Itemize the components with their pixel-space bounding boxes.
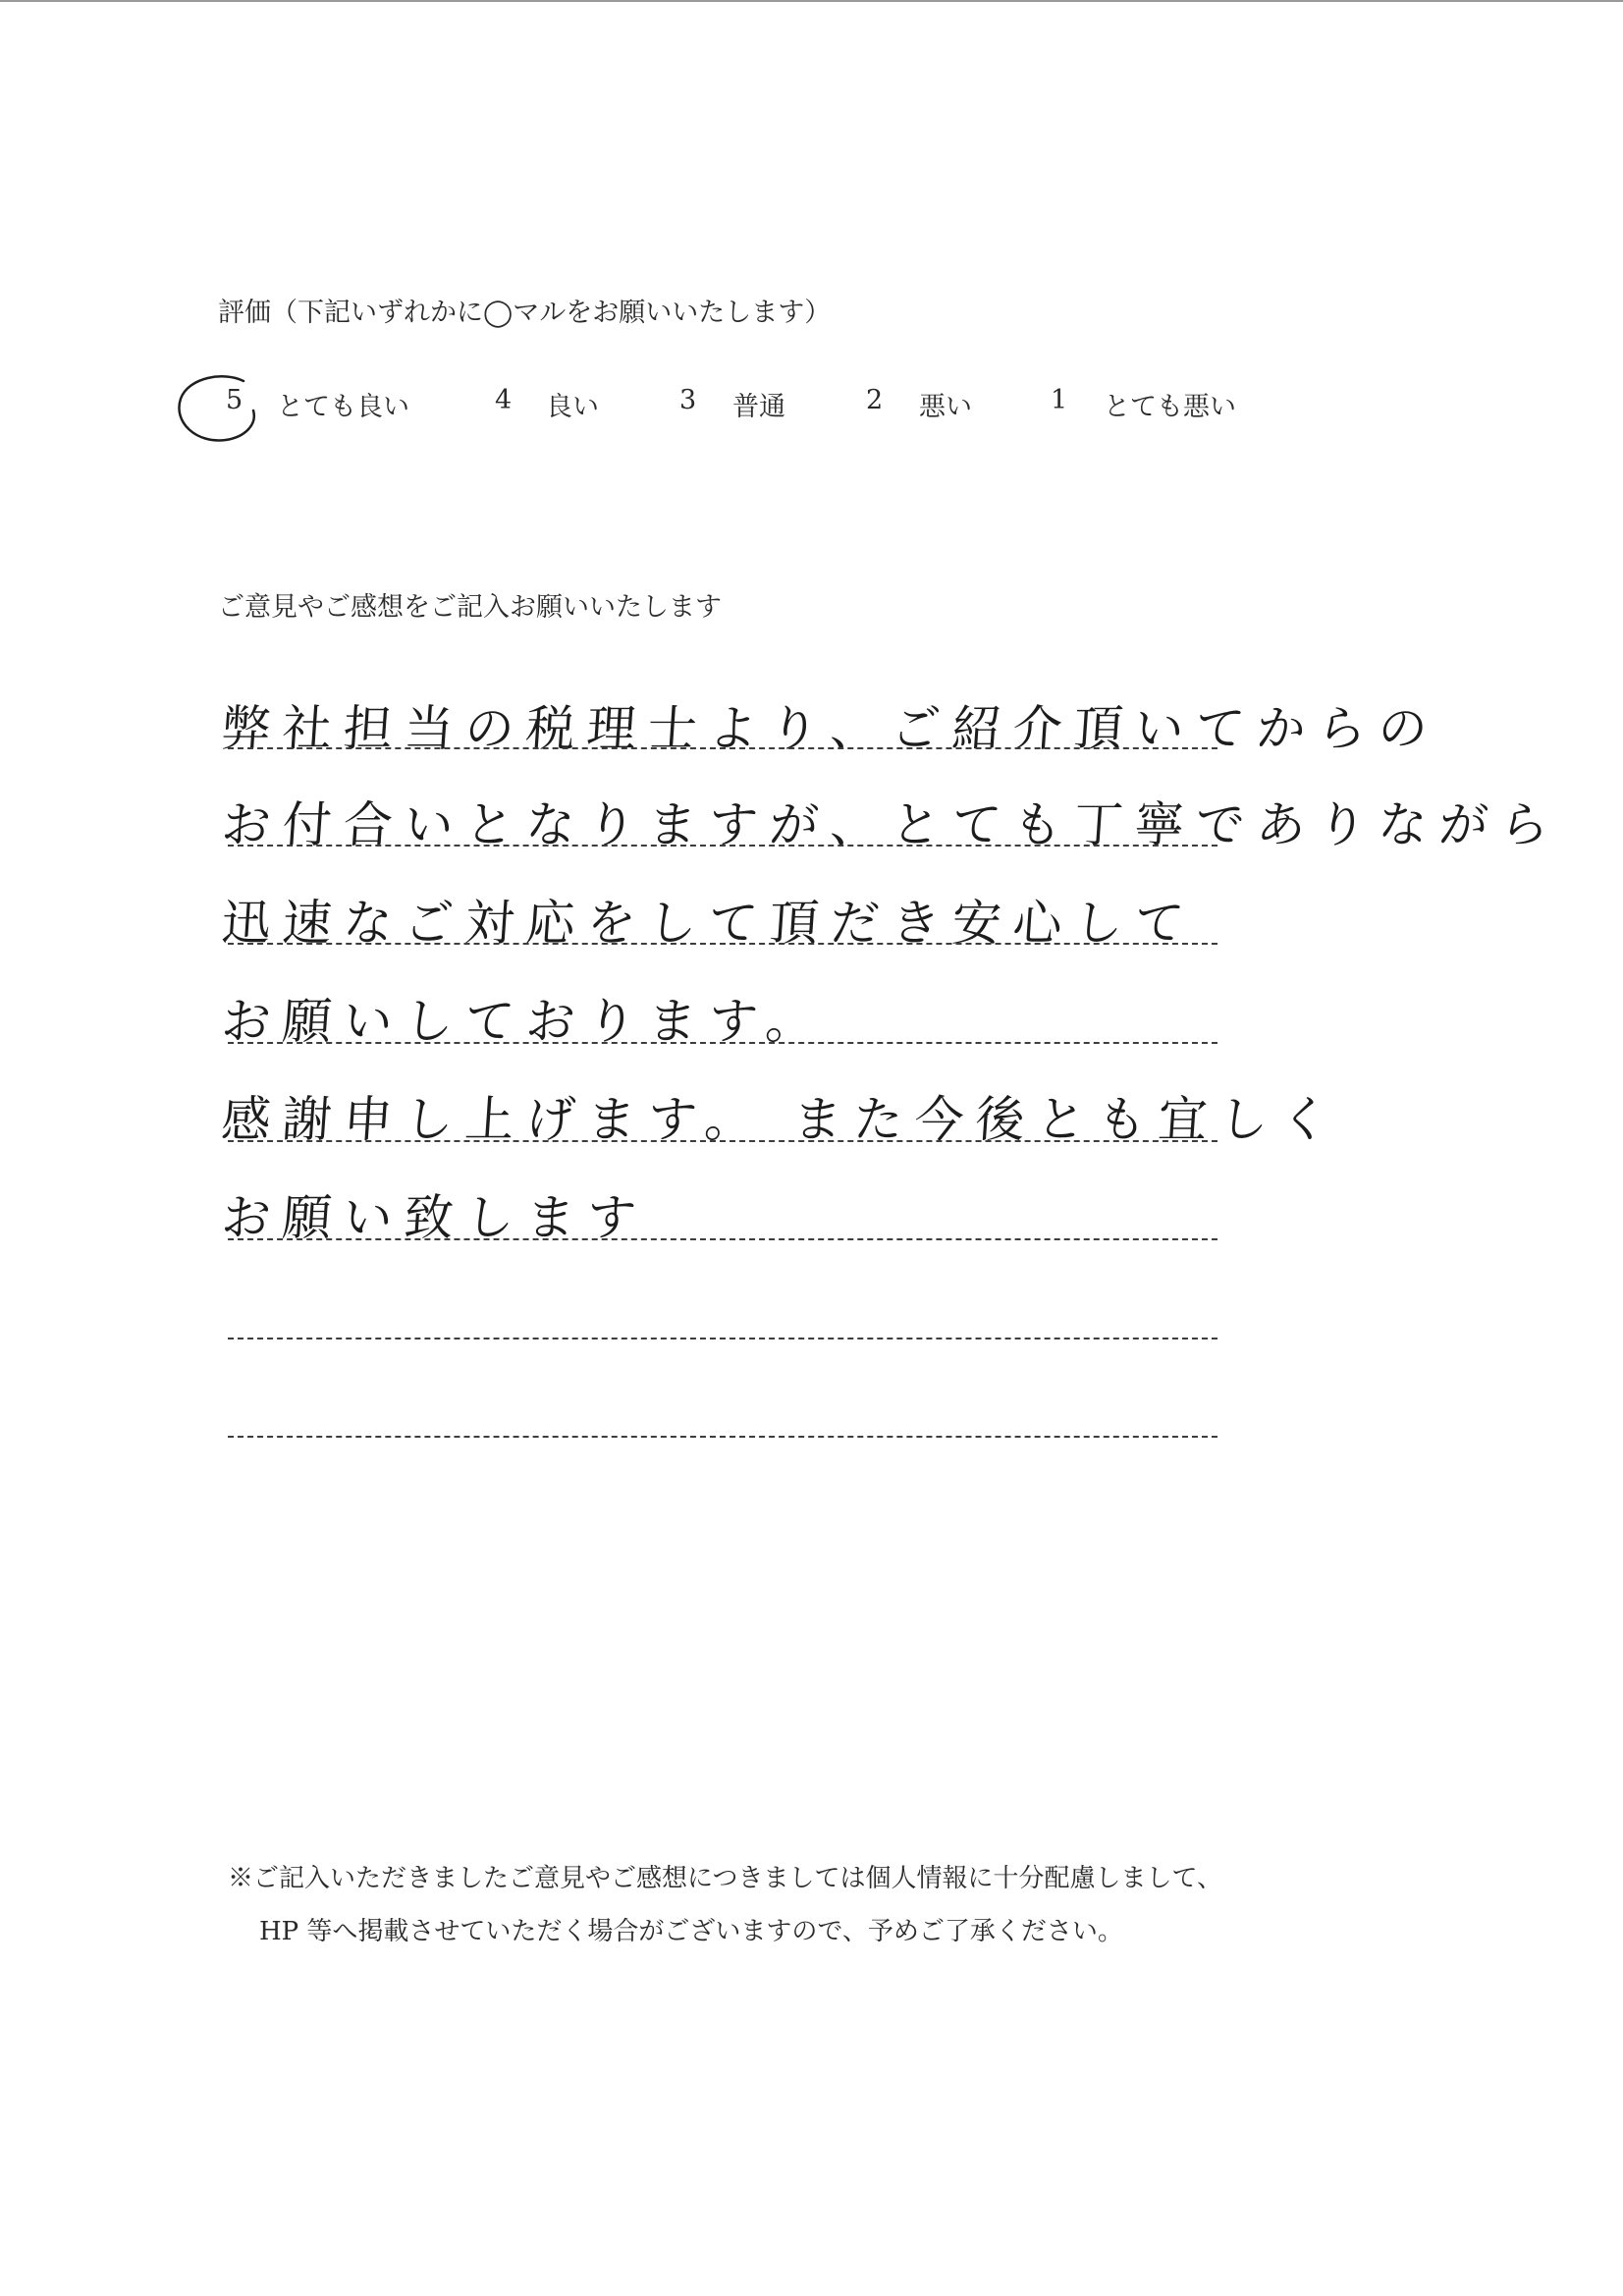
scan-edge: [0, 0, 1623, 2]
writing-line-5: [228, 1140, 1217, 1142]
footnote-line-1: ※ご記入いただきましたご意見やご感想につきましては個人情報に十分配慮しまして、: [228, 1864, 1222, 1893]
rating-option-4-number[interactable]: 4: [495, 385, 513, 415]
writing-line-6: [228, 1238, 1217, 1240]
writing-line-8: [228, 1436, 1217, 1438]
hand-drawn-selection-circle: [175, 373, 265, 446]
handwritten-line-6: お願い致します: [219, 1189, 650, 1246]
handwritten-line-4: お願いしております。: [219, 993, 829, 1050]
writing-line-3: [228, 943, 1217, 945]
writing-line-7: [228, 1338, 1217, 1339]
writing-line-1: [228, 747, 1217, 749]
footnote-line-2: HP 等へ掲載させていただく場合がございますので、予めご了承ください。: [259, 1917, 1123, 1946]
handwritten-line-5: 感謝申し上げます。 また今後とも宜しく: [219, 1091, 1343, 1148]
handwritten-line-1: 弊社担当の税理士より、ご紹介頂いてからの: [219, 700, 1441, 757]
handwritten-line-2: お付合いとなりますが、とても丁寧でありながら: [219, 796, 1563, 853]
comments-heading: ご意見やご感想をご記入お願いいたします: [218, 592, 722, 623]
rating-option-3-number[interactable]: 3: [679, 385, 697, 415]
rating-option-3-label[interactable]: 普通: [732, 392, 785, 422]
rating-option-5-label[interactable]: とても良い: [277, 392, 409, 422]
rating-option-4-label[interactable]: 良い: [546, 392, 599, 422]
rating-option-2-label[interactable]: 悪い: [919, 392, 972, 422]
rating-option-1-label[interactable]: とても悪い: [1104, 392, 1236, 422]
rating-option-1-number[interactable]: 1: [1051, 385, 1068, 415]
rating-heading: 評価（下記いずれかに◯マルをお願いいたします）: [218, 298, 832, 328]
rating-option-5-number[interactable]: 5: [226, 385, 243, 415]
writing-line-4: [228, 1042, 1217, 1044]
rating-option-2-number[interactable]: 2: [866, 385, 884, 415]
writing-line-2: [228, 845, 1217, 847]
handwritten-line-3: 迅速なご対応をして頂だき安心して: [219, 895, 1198, 952]
